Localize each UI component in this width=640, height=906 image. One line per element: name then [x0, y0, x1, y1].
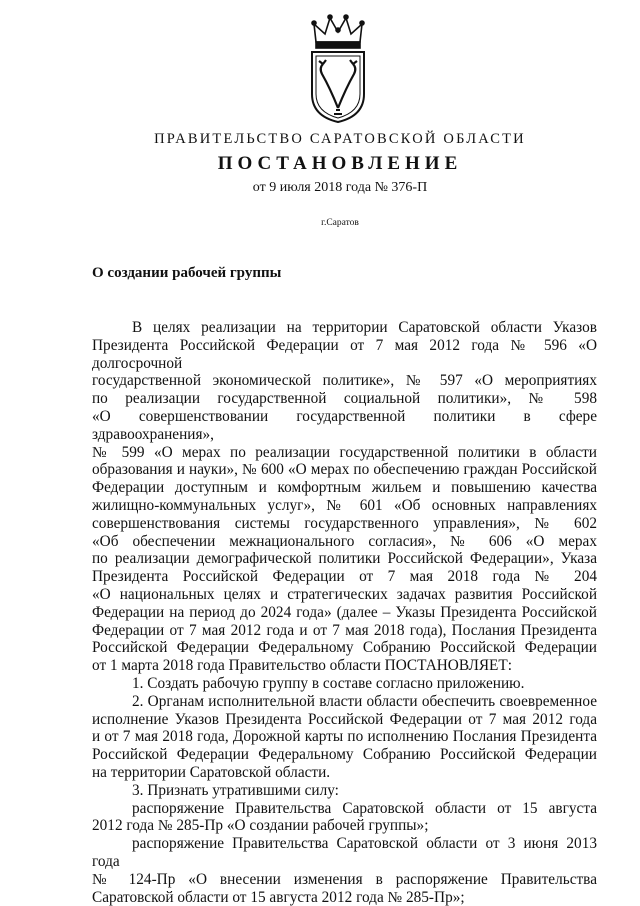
document-date-number: от 9 июля 2018 года № 376-П [0, 180, 640, 196]
government-name: ПРАВИТЕЛЬСТВО САРАТОВСКОЙ ОБЛАСТИ [0, 131, 640, 148]
body-line: исполнение Указов Президента Российской Федерации от 7 мая 2012 года [92, 711, 597, 729]
body-line: «Об обеспечении межнационального согласия», № 606 «О мерах [92, 533, 597, 551]
body-line: Федерации на период до 2024 года» (далее – Указы Президента Российской [92, 604, 597, 622]
document-city: г.Саратов [0, 218, 640, 228]
body-line: жилищно-коммунальных услуг», № 601 «Об основных направлениях [92, 497, 597, 515]
body-line: Российской Федерации Федеральному Собранию Российской Федерации [92, 639, 597, 657]
body-line: совершенствования системы государственного управления», № 602 [92, 515, 597, 533]
body-line: 2. Органам исполнительной власти области обеспечить своевременное [92, 693, 597, 711]
body-line: распоряжение Правительства Саратовской области от 15 августа [92, 800, 597, 818]
document-subject: О создании рабочей группы [92, 265, 281, 282]
body-line: «О совершенствовании государственной политики в сфере здравоохранения», [92, 408, 597, 444]
document-body [92, 319, 597, 906]
body-line: «О национальных целях и стратегических задачах развития Российской [92, 586, 597, 604]
body-line: Российской Федерации Федеральному Собранию Российской Федерации [92, 746, 597, 764]
body-line: от 1 марта 2018 года Правительство области ПОСТАНОВЛЯЕТ: [92, 657, 597, 675]
body-line: государственной экономической политике», № 597 «О мероприятиях [92, 372, 597, 390]
body-line: Федерации доступным и комфортным жильем и повышению качества [92, 479, 597, 497]
body-line: 2012 года № 285-Пр «О создании рабочей группы»; [92, 817, 597, 835]
body-line: Саратовской области от 15 августа 2012 года № 285-Пр»; [92, 889, 597, 906]
body-line: 3. Признать утратившими силу: [92, 782, 597, 800]
body-line: по реализации государственной социальной политики», № 598 [92, 390, 597, 408]
body-line: № 599 «О мерах по реализации государственной политики в области [92, 444, 597, 462]
body-line: Президента Российской Федерации от 7 мая 2012 года № 596 «О долгосрочной [92, 337, 597, 373]
body-line: Президента Российской Федерации от 7 мая 2018 года № 204 [92, 568, 597, 586]
body-line: Федерации от 7 мая 2012 года и от 7 мая 2018 года), Послания Президента [92, 622, 597, 640]
body-line: В целях реализации на территории Саратовской области Указов [92, 319, 597, 337]
body-line: по реализации демографической политики Российской Федерации», Указа [92, 550, 597, 568]
body-line: и от 7 мая 2018 года, Дорожной карты по исполнению Послания Президента [92, 728, 597, 746]
body-line: распоряжение Правительства Саратовской области от 3 июня 2013 года [92, 835, 597, 871]
document-type: ПОСТАНОВЛЕНИЕ [0, 153, 640, 175]
body-line: на территории Саратовской области. [92, 764, 597, 782]
body-line: № 124-Пр «О внесении изменения в распоряжение Правительства [92, 871, 597, 889]
body-line: образования и науки», № 600 «О мерах по обеспечению граждан Российской [92, 461, 597, 479]
body-line: 1. Создать рабочую группу в составе согласно приложению. [92, 675, 597, 693]
saratov-coat-of-arms-icon [306, 12, 370, 124]
